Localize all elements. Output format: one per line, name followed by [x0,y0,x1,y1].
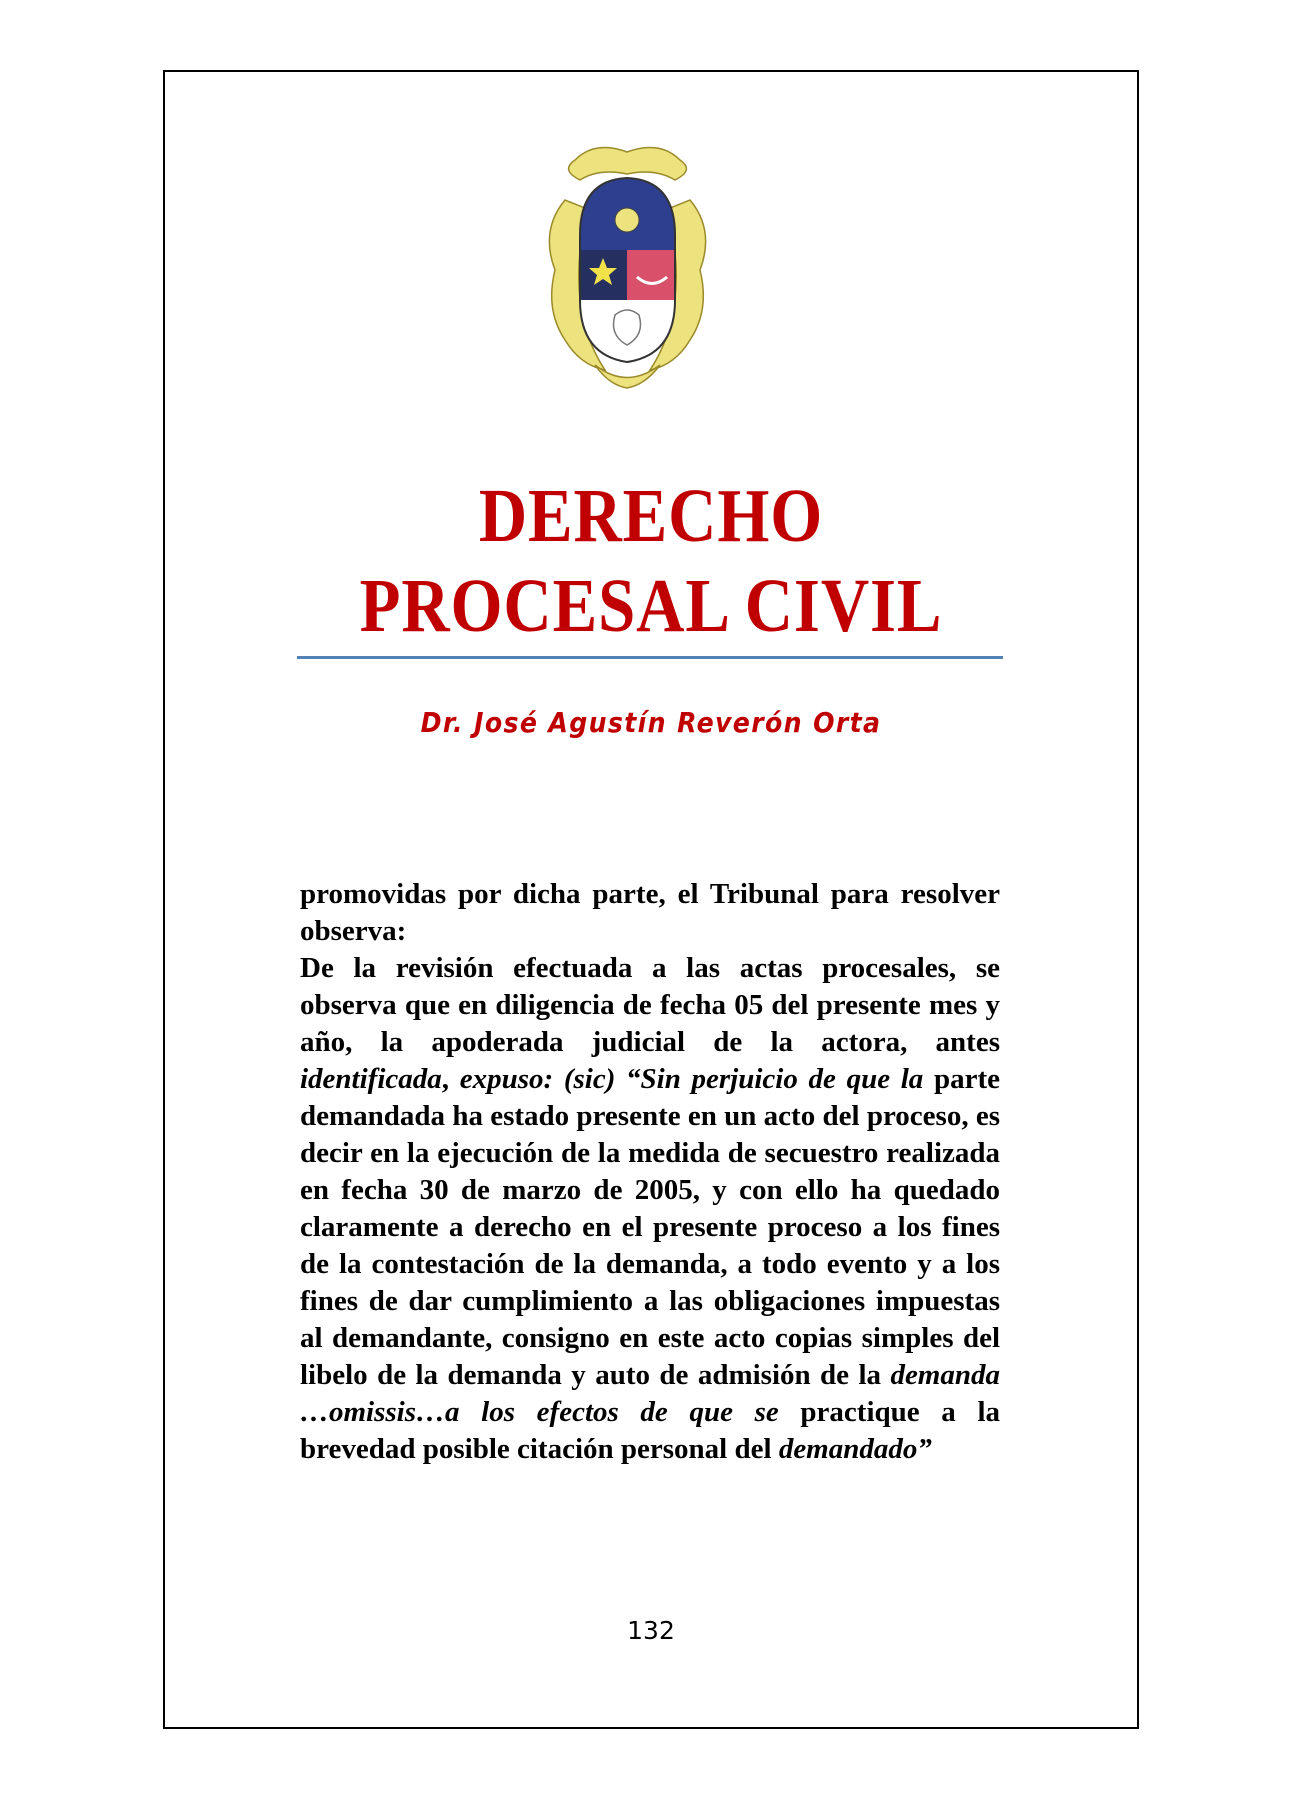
text-segment: De la revisión efectuada a las actas procesales, se observa que en diligencia de fecha 05 del presente mes y año, la apoderada judicial de la actora, antes [300,952,1000,1058]
author-name: Dr. José Agustín Reverón Orta [420,706,882,739]
text-segment: practique a la brevedad posible citación personal del [300,1396,1001,1465]
title-divider [297,656,1003,659]
italic-quote-segment: demandado” [778,1433,932,1465]
paragraph [300,876,1000,950]
text-segment: promovidas por dicha parte, el Tribunal para resolver observa: [300,878,1000,947]
italic-quote-segment: identificada [300,1063,442,1095]
text-segment: , [441,1063,460,1095]
page-number: 132 [627,1616,675,1645]
book-title-line-1: DERECHO [478,474,824,558]
book-title-line-2: PROCESAL CIVIL [359,564,943,648]
italic-quote-segment: expuso: (sic) “Sin perjuicio de que la [459,1063,924,1095]
paragraph [300,950,1000,1468]
italic-quote-segment: demanda …omissis…a los efectos de que se [300,1359,1000,1428]
university-coat-of-arms-icon [535,140,720,390]
body-text [300,876,1000,1468]
text-segment: parte demandada ha estado presente en un acto del proceso, es decir en la ejecución de la medida de secuestro realizada en fecha 30 de marzo de 2005, y con ello ha quedado claramente a derecho en el presente proceso a los fines de la contestación de la demanda, a todo evento y a los fines de dar cumplimiento a las obligaciones impuestas al demandante, consigno en este acto copias simples del libelo de la demanda y auto de admisión de la [300,1063,1001,1391]
